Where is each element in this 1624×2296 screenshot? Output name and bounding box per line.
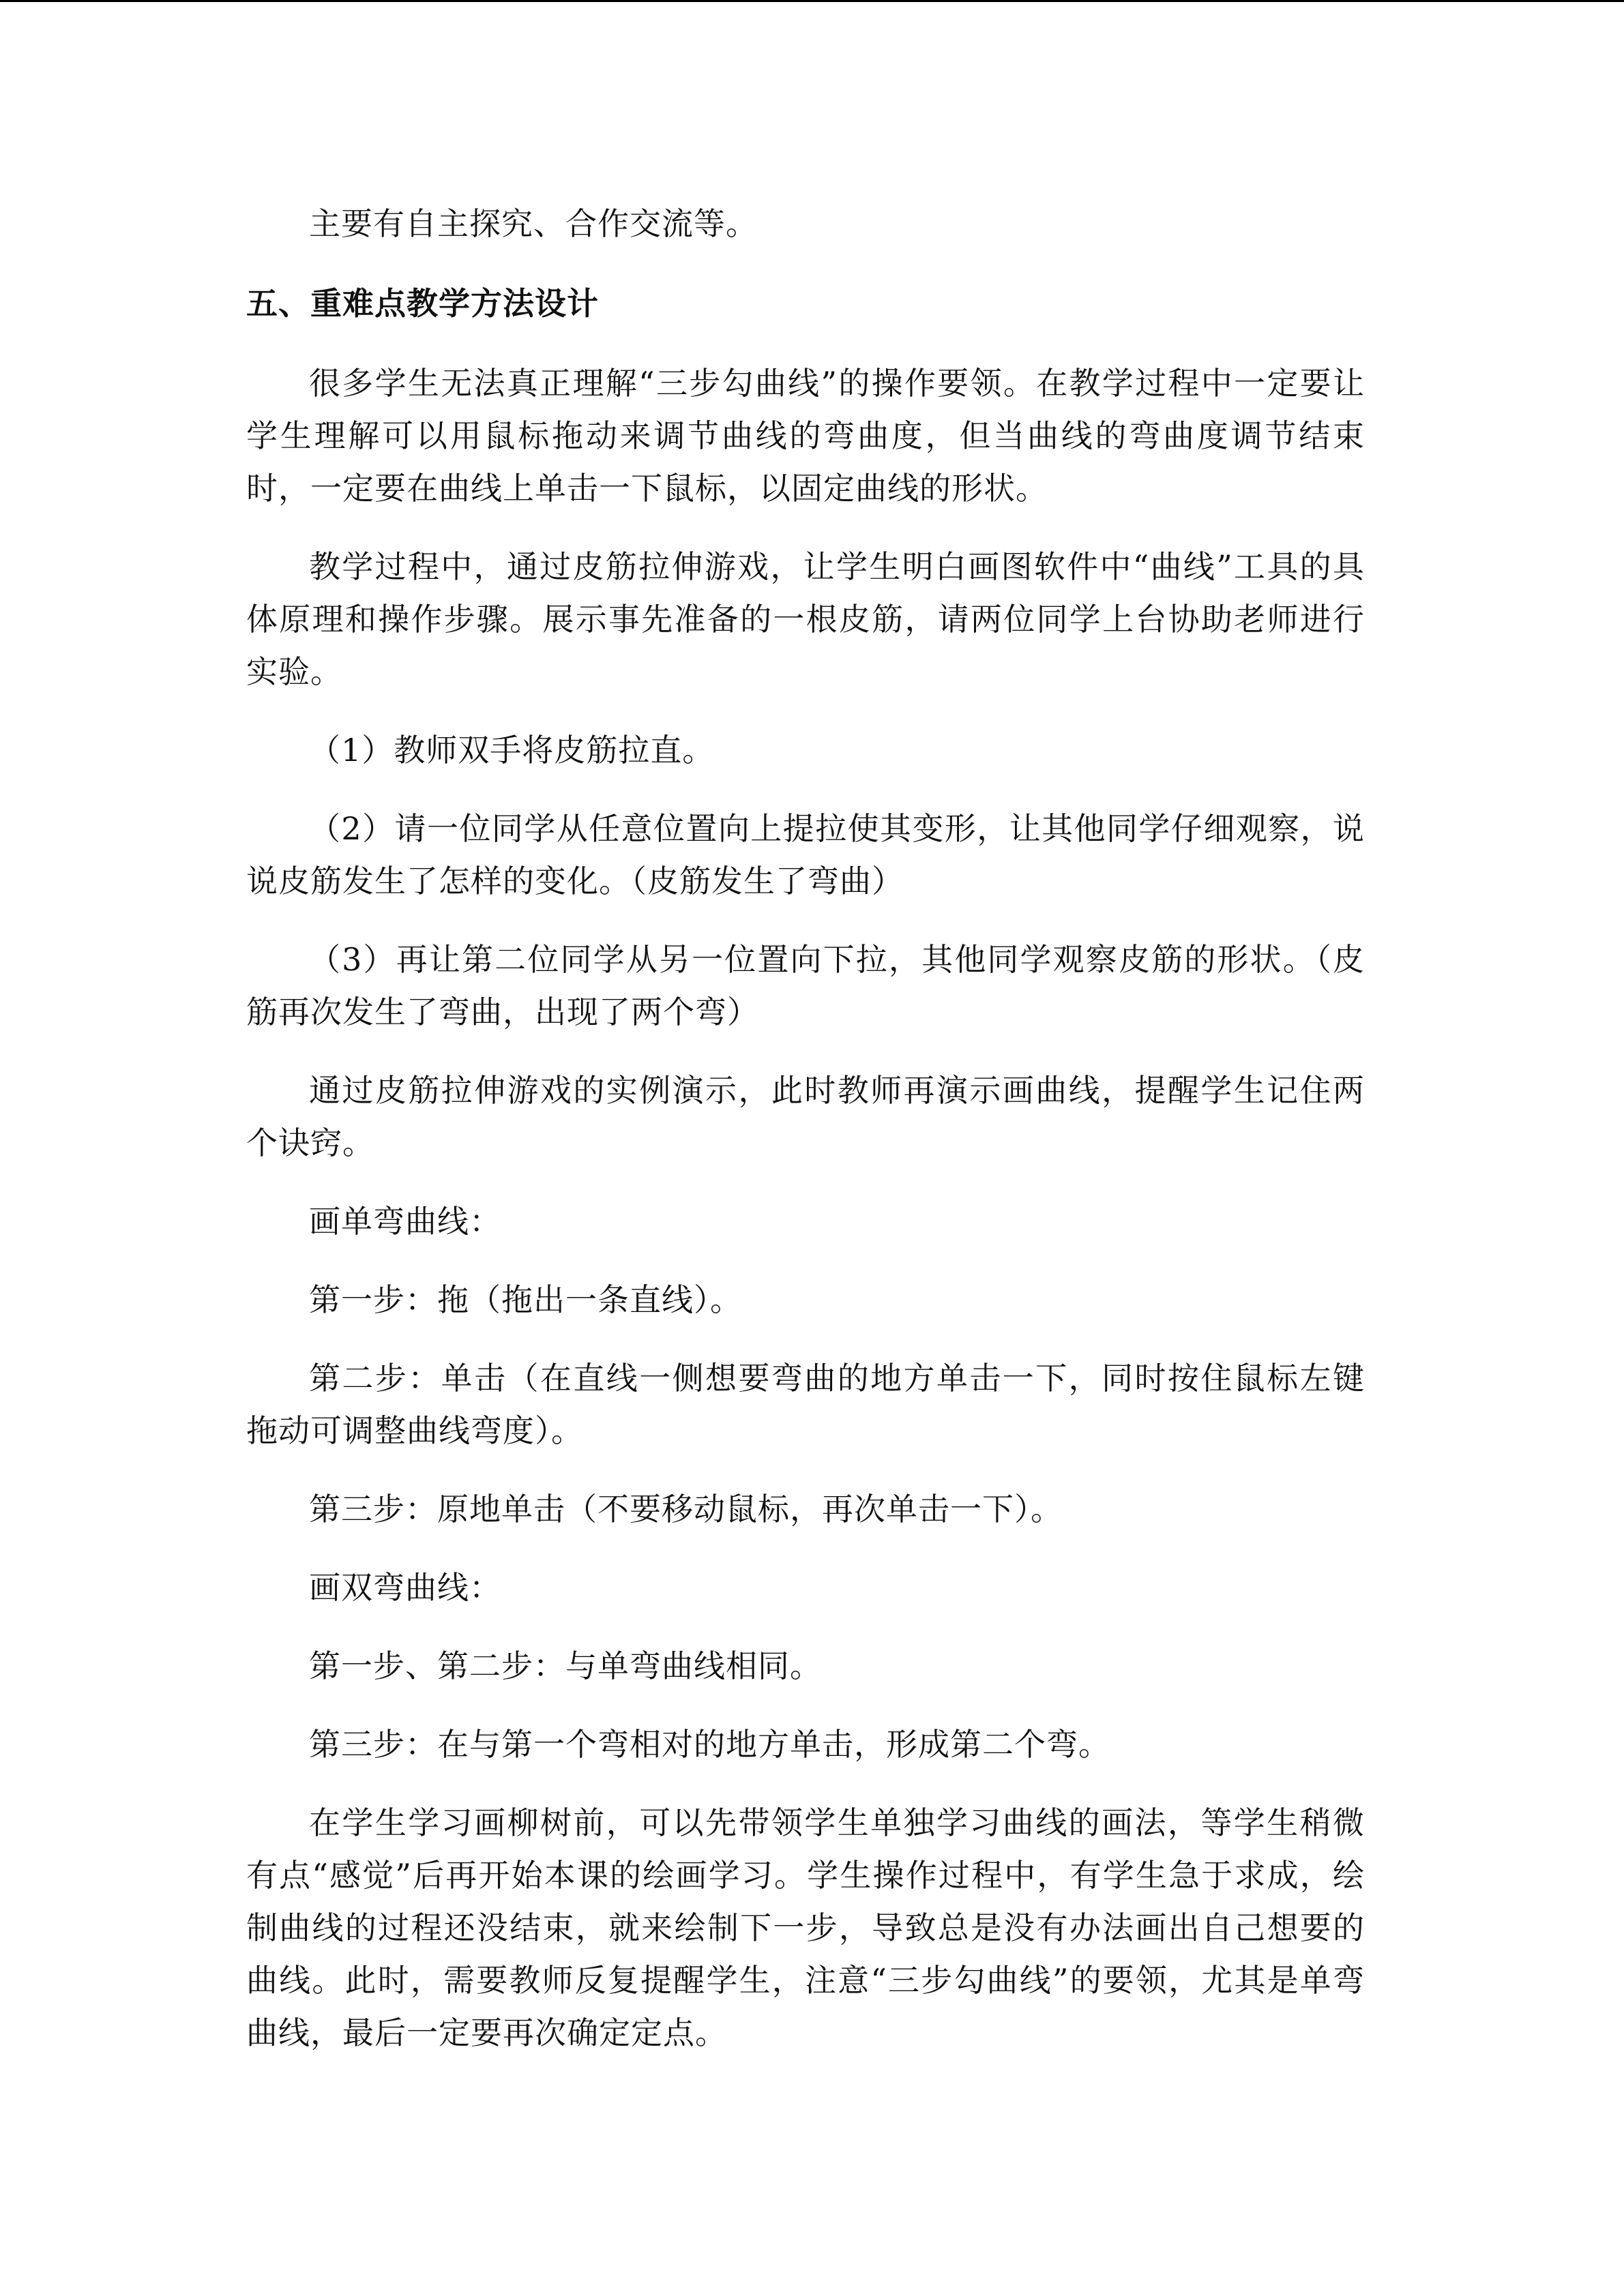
paragraph-double-step-3: 第三步：在与第一个弯相对的地方单击，形成第二个弯。 <box>309 1726 1110 1763</box>
paragraph-single-curve-title: 画单弯曲线： <box>309 1203 501 1240</box>
paragraph-methods: 主要有自主探究、合作交流等。 <box>309 205 758 242</box>
paragraph-step-2: （2）请一位同学从任意位置向上提拉使其变形，让其他同学仔细观察，说说皮筋发生了怎样的变化。（皮筋发生了弯曲） <box>246 810 1365 899</box>
paragraph-single-step-2: 第二步：单击（在直线一侧想要弯曲的地方单击一下，同时按住鼠标左键拖动可调整曲线弯度）。 <box>246 1360 1365 1449</box>
paragraph-double-step-1-2: 第一步、第二步：与单弯曲线相同。 <box>309 1648 822 1684</box>
document-body <box>246 198 1365 2059</box>
paragraph-single-step-3: 第三步：原地单击（不要移动鼠标，再次单击一下）。 <box>309 1491 1063 1527</box>
section-heading: 五、重难点教学方法设计 <box>246 285 599 322</box>
paragraph-difficulty: 很多学生无法真正理解“三步勾曲线”的操作要领。在教学过程中一定要让学生理解可以用鼠标拖动来调节曲线的弯曲度，但当曲线的弯曲度调节结束时，一定要在曲线上单击一下鼠标，以固定曲线的形状。 <box>246 365 1365 507</box>
paragraph-single-step-1: 第一步：拖（拖出一条直线）。 <box>309 1281 742 1318</box>
paragraph-demo: 通过皮筋拉伸游戏的实例演示，此时教师再演示画曲线，提醒学生记住两个诀窍。 <box>246 1072 1365 1161</box>
paragraph-step-1: （1）教师双手将皮筋拉直。 <box>309 732 715 769</box>
page-top-border <box>0 0 1624 2</box>
paragraph-rubber-band-intro: 教学过程中，通过皮筋拉伸游戏，让学生明白画图软件中“曲线”工具的具体原理和操作步骤。展示事先准备的一根皮筋，请两位同学上台协助老师进行实验。 <box>246 548 1365 690</box>
paragraph-double-curve-title: 画双弯曲线： <box>309 1569 501 1606</box>
paragraph-conclusion: 在学生学习画柳树前，可以先带领学生单独学习曲线的画法，等学生稍微有点“感觉”后再开始本课的绘画学习。学生操作过程中，有学生急于求成，绘制曲线的过程还没结束，就来绘制下一步，导致总是没有办法画出自己想要的曲线。此时，需要教师反复提醒学生，注意“三步勾曲线”的要领，尤其是单弯曲线，最后一定要再次确定定点。 <box>246 1804 1365 2051</box>
paragraph-step-3: （3）再让第二位同学从另一位置向下拉，其他同学观察皮筋的形状。（皮筋再次发生了弯曲，出现了两个弯） <box>246 941 1365 1030</box>
